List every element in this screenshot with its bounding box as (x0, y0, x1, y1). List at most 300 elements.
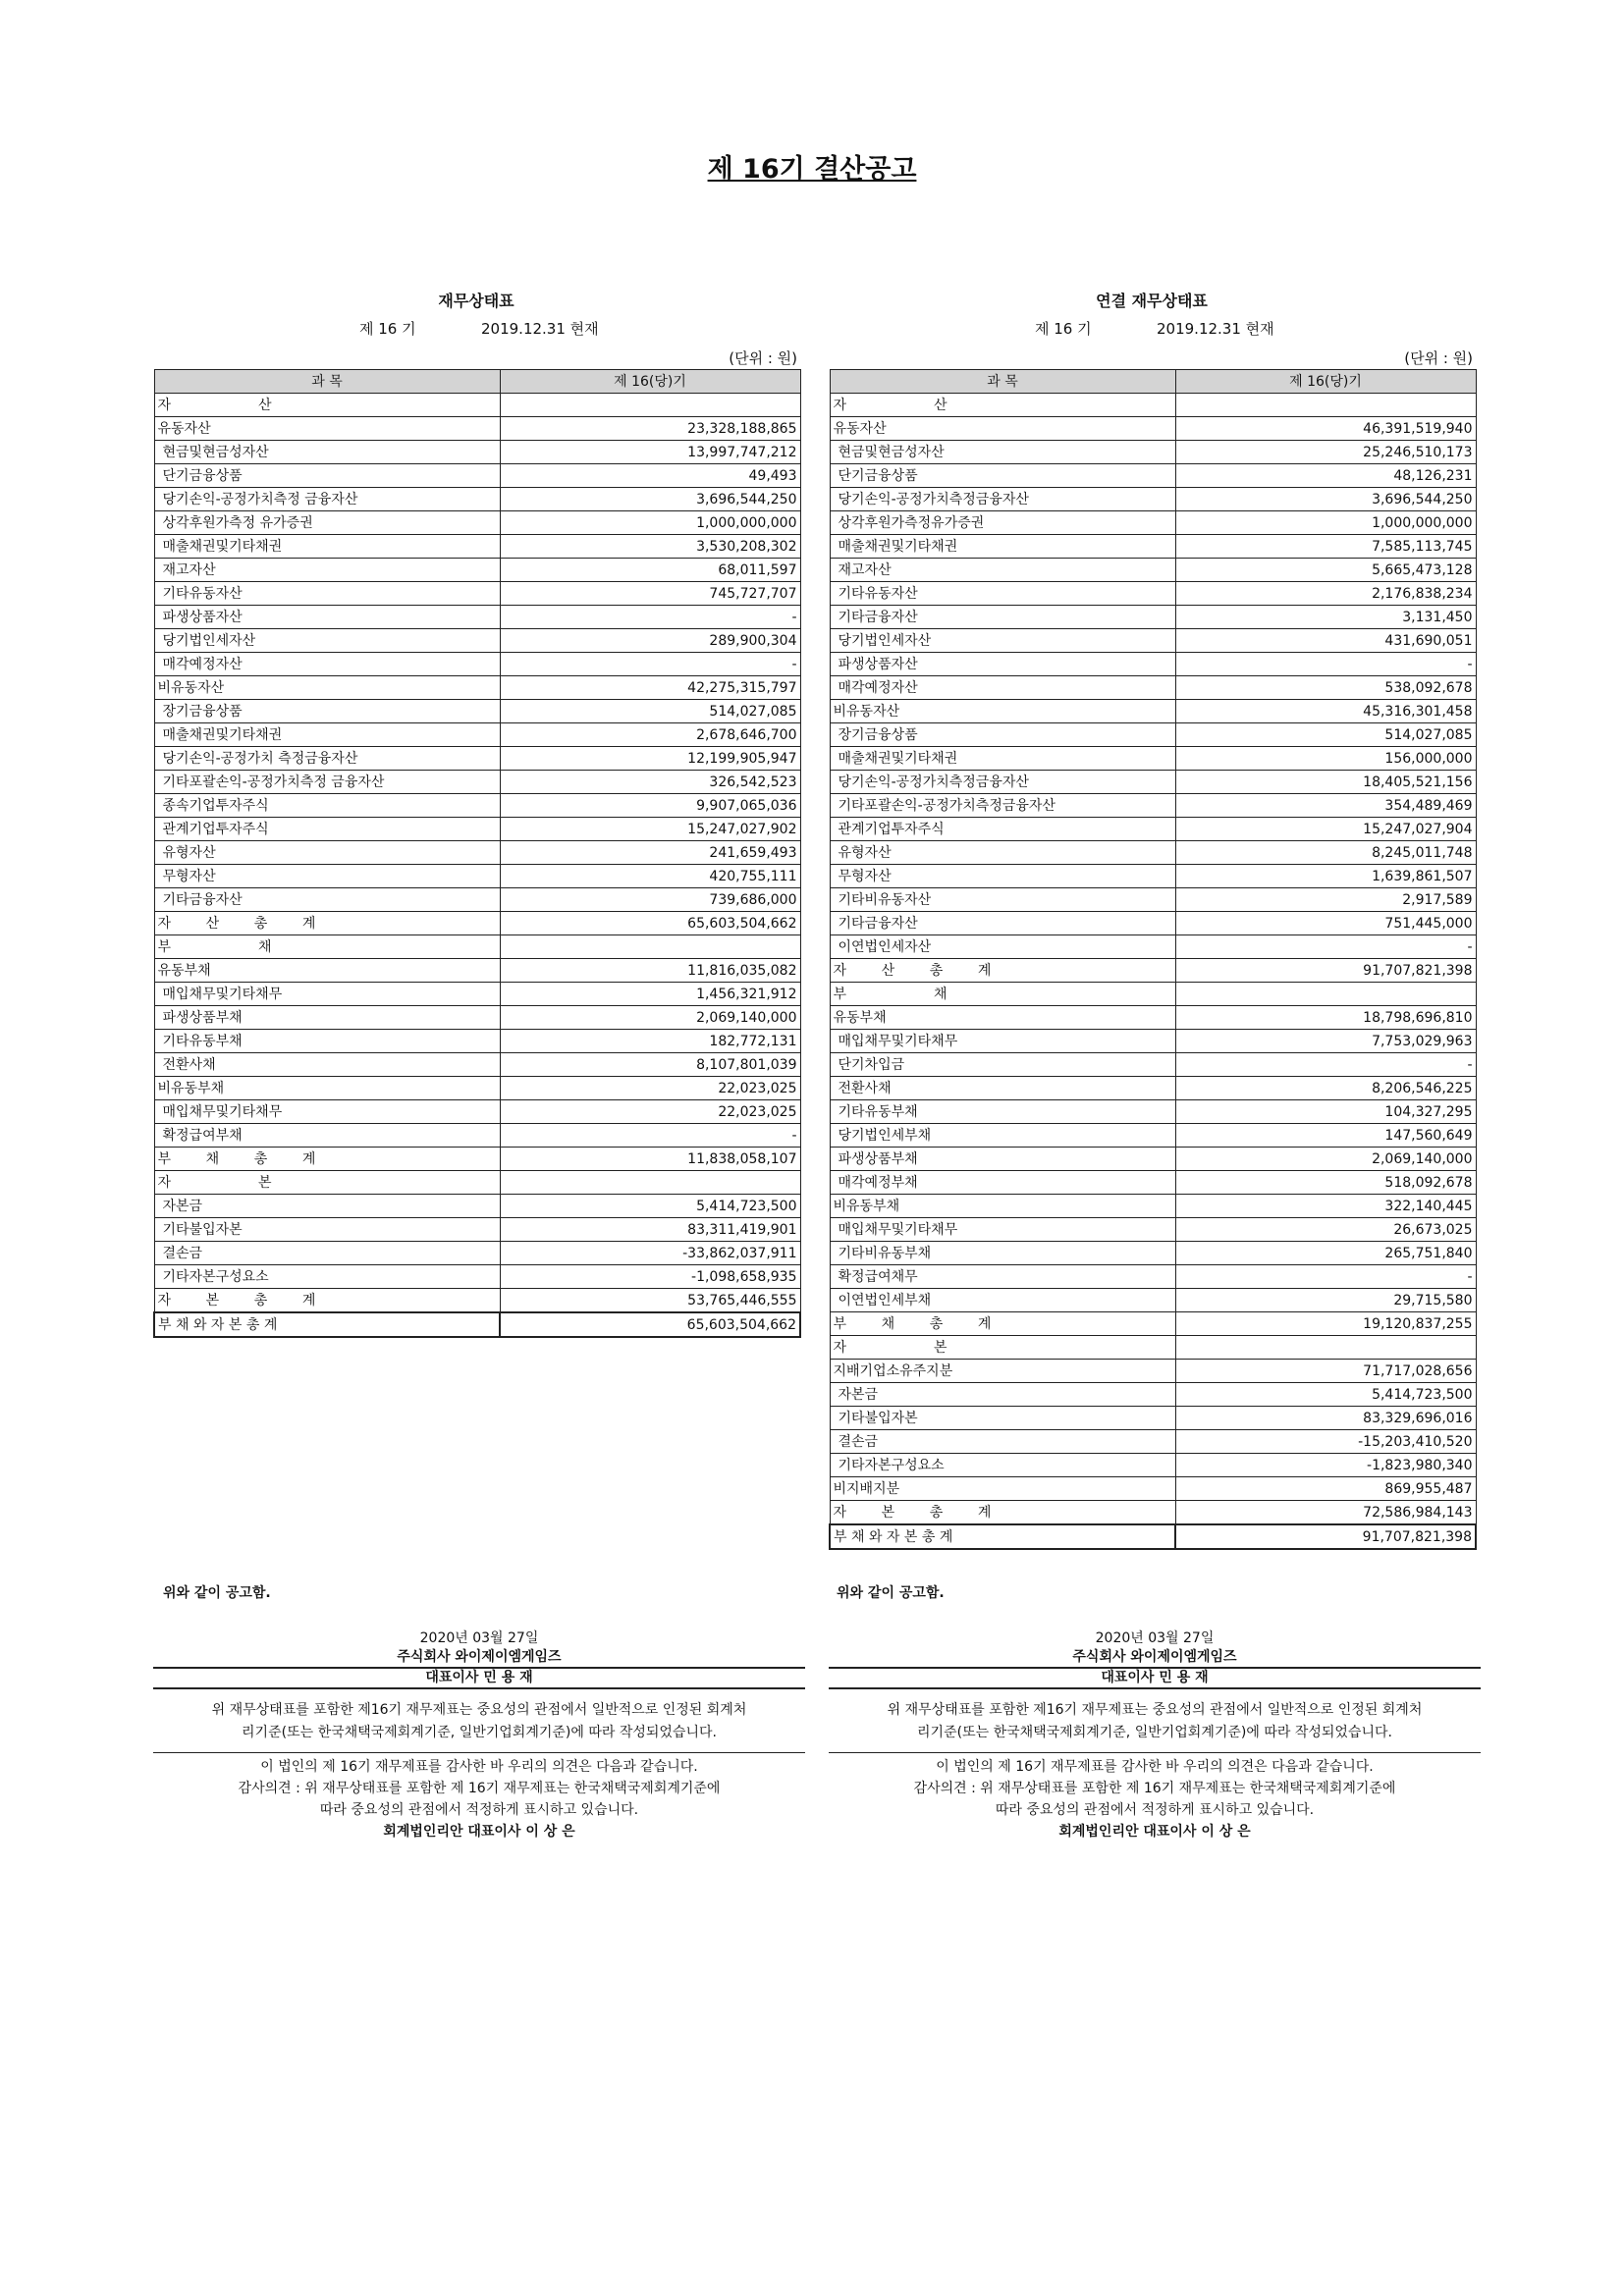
row-amount: 23,328,188,865 (500, 417, 800, 441)
row-amount: 5,665,473,128 (1175, 559, 1476, 582)
audit-opinion-line: 이 법인의 제 16기 재무제표를 감사한 바 우리의 의견은 다음과 같습니다. (936, 1759, 1374, 1775)
table-row (154, 771, 800, 794)
row-label: 지배기업소유주지분 (830, 1360, 1175, 1383)
row-label: 무형자산 (830, 865, 1175, 888)
row-label: 매출채권및기타채권 (154, 723, 500, 747)
management-statement (153, 1699, 805, 1744)
table-row (154, 606, 800, 629)
row-amount: 72,586,984,143 (1175, 1501, 1476, 1525)
row-amount: 18,798,696,810 (1175, 1006, 1476, 1030)
unit-label: (단위 : 원) (729, 349, 797, 367)
table-row (830, 1006, 1476, 1030)
row-amount: 12,199,905,947 (500, 747, 800, 771)
row-label: 당기법인세자산 (830, 629, 1175, 653)
table-row (154, 394, 800, 417)
row-label: 매출채권및기타채권 (830, 747, 1175, 771)
table-row (154, 983, 800, 1006)
row-label: 기타금융자산 (154, 888, 500, 912)
announcement-date: 2020년 03월 27일 (1095, 1630, 1215, 1646)
row-amount: 751,445,000 (1175, 912, 1476, 935)
row-amount: 8,245,011,748 (1175, 841, 1476, 865)
row-amount (1175, 394, 1476, 417)
header-amount: 제 16(당)기 (1175, 370, 1476, 394)
table-row (830, 488, 1476, 511)
table-row (830, 841, 1476, 865)
row-amount: 2,678,646,700 (500, 723, 800, 747)
row-label: 당기손익-공정가치 측정금융자산 (154, 747, 500, 771)
row-label: 비지배지분 (830, 1477, 1175, 1501)
audit-opinion-line: 감사의견 : 위 재무상태표를 포함한 제 16기 재무제표는 한국채택국제회계기준에 (238, 1781, 721, 1796)
table-row (154, 1124, 800, 1148)
table-row (154, 700, 800, 723)
table-row (830, 1077, 1476, 1100)
balance-sheet-table (829, 369, 1477, 1550)
table-row (154, 1195, 800, 1218)
row-amount: 182,772,131 (500, 1030, 800, 1053)
table-row (154, 511, 800, 535)
row-amount: 91,707,821,398 (1175, 959, 1476, 983)
row-amount: 2,069,140,000 (1175, 1148, 1476, 1171)
row-amount: 15,247,027,902 (500, 818, 800, 841)
table-row (154, 723, 800, 747)
table-row (830, 1218, 1476, 1242)
fiscal-period: 제 16 기 (1035, 320, 1092, 338)
row-amount (1175, 1336, 1476, 1360)
row-label: 유동부채 (154, 959, 500, 983)
row-amount: -1,823,980,340 (1175, 1454, 1476, 1477)
statement-title: 재무상태표 (438, 292, 514, 310)
row-amount: 514,027,085 (500, 700, 800, 723)
row-amount: 29,715,580 (1175, 1289, 1476, 1312)
table-row (154, 441, 800, 464)
row-label: 비유동자산 (830, 700, 1175, 723)
table-row (154, 794, 800, 818)
as-of-date: 2019.12.31 현재 (481, 320, 599, 338)
row-label: 부 채 (830, 983, 1175, 1006)
audit-opinion (829, 1752, 1481, 1842)
row-amount: -33,862,037,911 (500, 1242, 800, 1265)
consolidated-balance-sheet (829, 285, 1475, 1550)
row-amount: 1,000,000,000 (500, 511, 800, 535)
header-item: 과 목 (830, 370, 1175, 394)
row-amount: 11,838,058,107 (500, 1148, 800, 1171)
table-row (830, 1360, 1476, 1383)
table-row (830, 771, 1476, 794)
ceo-name: 대표이사 민 용 재 (153, 1667, 805, 1689)
table-row (830, 1100, 1476, 1124)
table-row (154, 653, 800, 676)
table-row (154, 1265, 800, 1289)
row-label: 매각예정부채 (830, 1171, 1175, 1195)
row-amount: 354,489,469 (1175, 794, 1476, 818)
table-row (830, 1289, 1476, 1312)
table-row (154, 488, 800, 511)
audit-opinion-line: 따라 중요성의 관점에서 적정하게 표시하고 있습니다. (319, 1802, 639, 1818)
row-label: 기타유동부채 (154, 1030, 500, 1053)
row-label: 유동자산 (830, 417, 1175, 441)
row-label: 비유동부채 (830, 1195, 1175, 1218)
table-row (830, 559, 1476, 582)
row-label: 당기손익-공정가치측정금융자산 (830, 488, 1175, 511)
table-row (154, 865, 800, 888)
company-name: 주식회사 와이제이엠게임즈 (1072, 1649, 1237, 1665)
row-amount (500, 1171, 800, 1195)
row-label: 단기금융상품 (830, 464, 1175, 488)
row-label: 장기금융상품 (830, 723, 1175, 747)
row-label: 기타유동자산 (830, 582, 1175, 606)
table-row (830, 1407, 1476, 1430)
audit-opinion-line: 따라 중요성의 관점에서 적정하게 표시하고 있습니다. (995, 1802, 1315, 1818)
row-amount: - (1175, 653, 1476, 676)
row-label: 유동자산 (154, 417, 500, 441)
row-amount: 18,405,521,156 (1175, 771, 1476, 794)
row-amount: 7,753,029,963 (1175, 1030, 1476, 1053)
table-row (830, 1430, 1476, 1454)
audit-opinion-line: 이 법인의 제 16기 재무제표를 감사한 바 우리의 의견은 다음과 같습니다. (260, 1759, 698, 1775)
table-row (154, 912, 800, 935)
table-row (830, 653, 1476, 676)
row-label: 매입채무및기타채무 (830, 1218, 1175, 1242)
row-label: 매입채무및기타채무 (154, 983, 500, 1006)
row-label: 이연법인세부채 (830, 1289, 1175, 1312)
table-header-row (830, 370, 1476, 394)
fiscal-period: 제 16 기 (359, 320, 416, 338)
row-amount: 1,456,321,912 (500, 983, 800, 1006)
table-row (830, 983, 1476, 1006)
table-row (830, 723, 1476, 747)
row-amount: 265,751,840 (1175, 1242, 1476, 1265)
row-label: 전환사채 (830, 1077, 1175, 1100)
row-amount: 25,246,510,173 (1175, 441, 1476, 464)
row-amount: 19,120,837,255 (1175, 1312, 1476, 1336)
row-label: 부 채 (154, 935, 500, 959)
row-label: 당기손익-공정가치측정금융자산 (830, 771, 1175, 794)
row-label: 기타자본구성요소 (154, 1265, 500, 1289)
table-row (830, 1124, 1476, 1148)
management-statement (829, 1699, 1481, 1744)
row-label: 부 채 와 자 본 총 계 (830, 1524, 1175, 1549)
row-label: 확정급여채무 (830, 1265, 1175, 1289)
table-row (830, 441, 1476, 464)
row-label: 자본금 (154, 1195, 500, 1218)
row-label: 관계기업투자주식 (154, 818, 500, 841)
row-amount: 538,092,678 (1175, 676, 1476, 700)
row-label: 자 산 총 계 (154, 912, 500, 935)
row-label: 자 본 총 계 (154, 1289, 500, 1313)
row-label: 파생상품자산 (830, 653, 1175, 676)
row-amount: 49,493 (500, 464, 800, 488)
row-amount: 1,639,861,507 (1175, 865, 1476, 888)
row-amount: 2,917,589 (1175, 888, 1476, 912)
table-row (830, 1171, 1476, 1195)
row-amount: -15,203,410,520 (1175, 1430, 1476, 1454)
announcement-date: 2020년 03월 27일 (419, 1630, 539, 1646)
row-amount: 431,690,051 (1175, 629, 1476, 653)
row-amount: 13,997,747,212 (500, 441, 800, 464)
period-row (829, 314, 1475, 342)
row-amount: 2,069,140,000 (500, 1006, 800, 1030)
table-row (830, 1053, 1476, 1077)
table-row (154, 1100, 800, 1124)
row-label: 부 채 총 계 (830, 1312, 1175, 1336)
row-amount: 1,000,000,000 (1175, 511, 1476, 535)
row-label: 기타포괄손익-공정가치측정금융자산 (830, 794, 1175, 818)
table-row (154, 1289, 800, 1313)
table-row (154, 959, 800, 983)
row-label: 부 채 와 자 본 총 계 (154, 1312, 500, 1337)
row-amount: 2,176,838,234 (1175, 582, 1476, 606)
row-amount (1175, 983, 1476, 1006)
row-label: 비유동자산 (154, 676, 500, 700)
row-label: 기타불입자본 (830, 1407, 1175, 1430)
closing-statement: 위와 같이 공고함. (163, 1585, 271, 1601)
row-label: 결손금 (830, 1430, 1175, 1454)
signature-block (829, 1629, 1481, 1842)
row-label: 자본금 (830, 1383, 1175, 1407)
row-label: 기타금융자산 (830, 912, 1175, 935)
table-row (830, 676, 1476, 700)
table-row (830, 1312, 1476, 1336)
row-amount: 45,316,301,458 (1175, 700, 1476, 723)
row-label: 현금및현금성자산 (154, 441, 500, 464)
statement-title: 연결 재무상태표 (1096, 292, 1208, 310)
table-row (830, 1454, 1476, 1477)
row-amount (500, 935, 800, 959)
table-row (154, 841, 800, 865)
row-amount: 241,659,493 (500, 841, 800, 865)
row-amount: 3,131,450 (1175, 606, 1476, 629)
table-row (154, 535, 800, 559)
row-amount: 326,542,523 (500, 771, 800, 794)
table-row (830, 511, 1476, 535)
row-amount: 11,816,035,082 (500, 959, 800, 983)
row-amount: 3,530,208,302 (500, 535, 800, 559)
period-row (153, 314, 799, 342)
row-amount: 156,000,000 (1175, 747, 1476, 771)
row-amount: 147,560,649 (1175, 1124, 1476, 1148)
table-row (830, 747, 1476, 771)
row-amount: - (1175, 1053, 1476, 1077)
row-amount: 3,696,544,250 (500, 488, 800, 511)
row-label: 자 산 (154, 394, 500, 417)
company-name: 주식회사 와이제이엠게임즈 (397, 1649, 562, 1665)
row-label: 기타금융자산 (830, 606, 1175, 629)
table-row (830, 1242, 1476, 1265)
row-label: 상각후원가측정유가증권 (830, 511, 1175, 535)
row-label: 파생상품부채 (830, 1148, 1175, 1171)
row-label: 기타포괄손익-공정가치측정 금융자산 (154, 771, 500, 794)
ceo-name: 대표이사 민 용 재 (829, 1667, 1481, 1689)
table-row (830, 700, 1476, 723)
audit-opinion (153, 1752, 805, 1842)
row-label: 자 본 총 계 (830, 1501, 1175, 1525)
row-label: 전환사채 (154, 1053, 500, 1077)
table-row (154, 559, 800, 582)
table-row (830, 912, 1476, 935)
row-amount: 5,414,723,500 (1175, 1383, 1476, 1407)
table-row (154, 747, 800, 771)
table-row (154, 629, 800, 653)
row-amount: 420,755,111 (500, 865, 800, 888)
table-row (154, 1171, 800, 1195)
row-label: 자 본 (154, 1171, 500, 1195)
row-amount: 26,673,025 (1175, 1218, 1476, 1242)
table-row (154, 1053, 800, 1077)
table-row (154, 1077, 800, 1100)
row-amount: 71,717,028,656 (1175, 1360, 1476, 1383)
row-amount: 83,311,419,901 (500, 1218, 800, 1242)
row-label: 기타유동자산 (154, 582, 500, 606)
row-amount: 5,414,723,500 (500, 1195, 800, 1218)
row-label: 이연법인세자산 (830, 935, 1175, 959)
page-title: 제 16기 결산공고 (707, 154, 917, 185)
table-row (830, 535, 1476, 559)
row-amount: 745,727,707 (500, 582, 800, 606)
row-label: 재고자산 (154, 559, 500, 582)
closing-statement: 위와 같이 공고함. (837, 1585, 945, 1601)
row-amount: 65,603,504,662 (500, 1312, 800, 1337)
row-amount: - (1175, 935, 1476, 959)
table-row (830, 417, 1476, 441)
table-row (830, 1148, 1476, 1171)
row-amount: 42,275,315,797 (500, 676, 800, 700)
row-label: 관계기업투자주식 (830, 818, 1175, 841)
row-label: 재고자산 (830, 559, 1175, 582)
row-label: 기타비유동부채 (830, 1242, 1175, 1265)
row-amount: 8,206,546,225 (1175, 1077, 1476, 1100)
row-label: 매각예정자산 (154, 653, 500, 676)
header-item: 과 목 (154, 370, 500, 394)
table-row (830, 935, 1476, 959)
auditor-name: 회계법인리안 대표이사 이 상 은 (1058, 1824, 1251, 1840)
unit-label: (단위 : 원) (1404, 349, 1473, 367)
management-statement-line: 위 재무상태표를 포함한 제16기 재무제표는 중요성의 관점에서 일반적으로 인정된 회계처 (211, 1702, 747, 1718)
row-label: 당기법인세자산 (154, 629, 500, 653)
balance-sheet-table (153, 369, 801, 1338)
row-label: 장기금융상품 (154, 700, 500, 723)
row-label: 당기법인세부채 (830, 1124, 1175, 1148)
row-label: 결손금 (154, 1242, 500, 1265)
row-label: 무형자산 (154, 865, 500, 888)
row-label: 부 채 총 계 (154, 1148, 500, 1171)
row-amount: 514,027,085 (1175, 723, 1476, 747)
row-label: 확정급여부채 (154, 1124, 500, 1148)
row-amount: 3,696,544,250 (1175, 488, 1476, 511)
row-label: 유형자산 (830, 841, 1175, 865)
row-label: 단기금융상품 (154, 464, 500, 488)
row-amount: 53,765,446,555 (500, 1289, 800, 1313)
row-amount: 46,391,519,940 (1175, 417, 1476, 441)
auditor-name: 회계법인리안 대표이사 이 상 은 (383, 1824, 575, 1840)
row-amount: 518,092,678 (1175, 1171, 1476, 1195)
row-label: 유형자산 (154, 841, 500, 865)
table-row (830, 1030, 1476, 1053)
row-amount: 104,327,295 (1175, 1100, 1476, 1124)
row-amount: 48,126,231 (1175, 464, 1476, 488)
audit-opinion-line: 감사의견 : 위 재무상태표를 포함한 제 16기 재무제표는 한국채택국제회계기준에 (913, 1781, 1396, 1796)
row-amount: - (500, 606, 800, 629)
row-label: 파생상품부채 (154, 1006, 500, 1030)
table-row (154, 818, 800, 841)
row-label: 유동부채 (830, 1006, 1175, 1030)
table-row (830, 1524, 1476, 1549)
row-label: 단기차입금 (830, 1053, 1175, 1077)
row-amount: 91,707,821,398 (1175, 1524, 1476, 1549)
table-row (154, 1312, 800, 1337)
row-label: 자 산 (830, 394, 1175, 417)
separate-balance-sheet (153, 285, 799, 1338)
row-amount (500, 394, 800, 417)
row-amount: 22,023,025 (500, 1077, 800, 1100)
table-row (154, 888, 800, 912)
row-label: 매입채무및기타채무 (830, 1030, 1175, 1053)
row-amount: -1,098,658,935 (500, 1265, 800, 1289)
table-row (830, 818, 1476, 841)
row-amount: 289,900,304 (500, 629, 800, 653)
signature-block (153, 1629, 805, 1842)
table-row (154, 676, 800, 700)
management-statement-line: 리기준(또는 한국채택국제회계기준, 일반기업회계기준)에 따라 작성되었습니다. (917, 1725, 1392, 1740)
table-row (830, 464, 1476, 488)
table-header-row (154, 370, 800, 394)
table-row (830, 1195, 1476, 1218)
table-row (830, 888, 1476, 912)
table-row (830, 865, 1476, 888)
table-row (830, 1265, 1476, 1289)
row-amount: 83,329,696,016 (1175, 1407, 1476, 1430)
row-label: 현금및현금성자산 (830, 441, 1175, 464)
table-row (154, 464, 800, 488)
row-label: 기타유동부채 (830, 1100, 1175, 1124)
row-amount: 22,023,025 (500, 1100, 800, 1124)
management-statement-line: 리기준(또는 한국채택국제회계기준, 일반기업회계기준)에 따라 작성되었습니다. (242, 1725, 717, 1740)
table-row (830, 606, 1476, 629)
table-row (154, 582, 800, 606)
row-amount: 739,686,000 (500, 888, 800, 912)
table-row (830, 1383, 1476, 1407)
row-label: 매입채무및기타채무 (154, 1100, 500, 1124)
table-row (154, 1242, 800, 1265)
as-of-date: 2019.12.31 현재 (1157, 320, 1274, 338)
table-row (830, 959, 1476, 983)
row-label: 매각예정자산 (830, 676, 1175, 700)
row-label: 기타불입자본 (154, 1218, 500, 1242)
row-amount: 68,011,597 (500, 559, 800, 582)
row-amount: - (500, 653, 800, 676)
row-label: 비유동부채 (154, 1077, 500, 1100)
row-amount: 15,247,027,904 (1175, 818, 1476, 841)
table-row (154, 1218, 800, 1242)
table-row (154, 935, 800, 959)
row-label: 종속기업투자주식 (154, 794, 500, 818)
row-label: 기타비유동자산 (830, 888, 1175, 912)
table-row (154, 1030, 800, 1053)
row-label: 자 본 (830, 1336, 1175, 1360)
table-row (154, 417, 800, 441)
table-row (154, 1006, 800, 1030)
row-label: 기타자본구성요소 (830, 1454, 1175, 1477)
row-amount: 869,955,487 (1175, 1477, 1476, 1501)
table-row (830, 1336, 1476, 1360)
row-label: 자 산 총 계 (830, 959, 1175, 983)
row-label: 파생상품자산 (154, 606, 500, 629)
row-label: 매출채권및기타채권 (830, 535, 1175, 559)
row-amount: - (500, 1124, 800, 1148)
row-amount: 7,585,113,745 (1175, 535, 1476, 559)
table-row (830, 794, 1476, 818)
management-statement-line: 위 재무상태표를 포함한 제16기 재무제표는 중요성의 관점에서 일반적으로 인정된 회계처 (887, 1702, 1423, 1718)
row-amount: - (1175, 1265, 1476, 1289)
